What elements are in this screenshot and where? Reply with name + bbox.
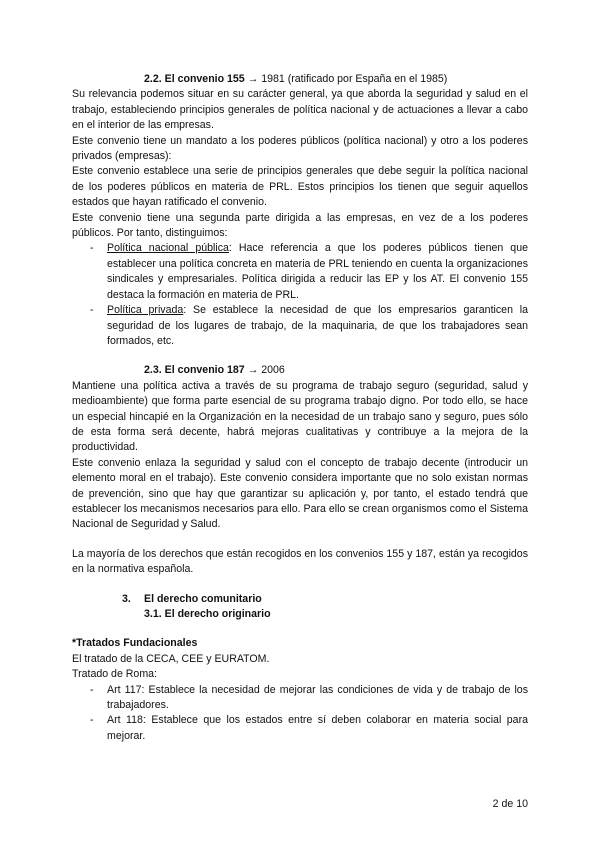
- paragraph: Este convenio establece una serie de principios generales que debe seguir la política nacional de los poderes públicos en materia de PRL. Estos principios los tienen que seguir aquellos estados que hayan ratificado el convenio.: [72, 165, 528, 209]
- summary-paragraph: La mayoría de los derechos que están recogidos en los convenios 155 y 187, están ya recogidos en la normativa española.: [72, 547, 528, 576]
- politica-list: [72, 241, 528, 349]
- section-2-3-number: 2.3.: [144, 364, 162, 377]
- list-item: [72, 241, 528, 303]
- list-item-text: : Se establece la necesidad de que los empresarios garanticen la seguridad de los lugares de trabajo, de la maquinaria, de que los trabajadores sean formados, etc.: [107, 304, 528, 347]
- tratados-line: Tratado de Roma:: [72, 668, 157, 681]
- paragraph: Mantiene una política activa a través de su programa de trabajo seguro (seguridad, salud y medioambiente) que forma parte esencial de su programa trabajo digno. Por todo ello, se hace un especial hincapié en la Organización en la necesidad de un trabajo sano y seguro, pues sólo de esta forma será decente, habrá mejoras cualitativas y contribuye a la mejora de la productividad.: [72, 379, 528, 454]
- section-2-3-title: El convenio 187: [164, 364, 245, 377]
- section-2-3-suffix: → 2006: [247, 364, 285, 377]
- paragraph: Este convenio tiene una segunda parte dirigida a las empresas, en vez de a los poderes públicos. Por tanto, distinguimos:: [72, 211, 528, 240]
- section-3-1-number: 3.1.: [144, 608, 162, 620]
- list-item-term: Política nacional pública: [107, 242, 229, 255]
- list-item: - Art 117: Establece la necesidad de mejorar las condiciones de vida y de trabajo de los trabajadores.: [72, 683, 528, 714]
- list-item: [72, 303, 528, 349]
- spacer: [72, 533, 528, 547]
- page-number: 2 de 10: [492, 798, 528, 810]
- spacer: [72, 622, 528, 636]
- tratados-heading: *Tratados Fundacionales: [72, 637, 198, 650]
- paragraph: Este convenio tiene un mandato a los poderes públicos (política nacional) y otro a los poderes privados (empresas):: [72, 134, 528, 163]
- section-2-3-heading: [72, 363, 528, 378]
- paragraph: Este convenio enlaza la seguridad y salud con el concepto de trabajo decente (introducir un elemento moral en el trabajo). Este convenio considera importante que no solo existan normas de prevención, sino que hay que garantizar su aplicación y, por tanto, el estado tendrá que establecer los mecanismos necesarios para ello. Para ello se crean organismos como el Sistema Nacional de Seguridad y Salud.: [72, 456, 528, 531]
- spacer: [72, 578, 528, 592]
- section-2-2-suffix: → 1981 (ratificado por España en el 1985): [247, 73, 448, 85]
- paragraph: Su relevancia podemos situar en su carácter general, ya que aborda la seguridad y salud en el trabajo, estableciendo principios generales de política nacional y de actuaciones a llevar a cabo en el interior de las empresas.: [72, 88, 528, 132]
- list-item-text: : Hace referencia a que los poderes públicos tienen que establecer una política concreta en materia de PRL teniendo en cuenta la organizaciones sindicales y empresariales. Política dirigida a reducir las EP y los AT. El convenio 155 destaca la formación en materia de PRL.: [107, 242, 528, 301]
- list-item-term: Política privada: [107, 304, 184, 317]
- section-3-title: El derecho comunitario: [144, 592, 262, 605]
- section-3-heading: [72, 592, 528, 607]
- section-2-2-number: 2.2.: [144, 73, 162, 85]
- section-2-2-title: El convenio 155: [164, 73, 245, 85]
- section-3-1-title: El derecho originario: [164, 608, 271, 620]
- section-3-number: 3.: [122, 592, 131, 605]
- tratados-line: El tratado de la CECA, CEE y EURATOM.: [72, 652, 270, 665]
- section-2-2-heading: [72, 72, 528, 87]
- list-item: - Art 118: Establece que los estados entre sí deben colaborar en materia social para mejorar.: [72, 713, 528, 744]
- spacer: [72, 349, 528, 363]
- page-content: [72, 72, 528, 744]
- section-3-1-heading: [72, 607, 528, 622]
- tratados-list: [72, 683, 528, 745]
